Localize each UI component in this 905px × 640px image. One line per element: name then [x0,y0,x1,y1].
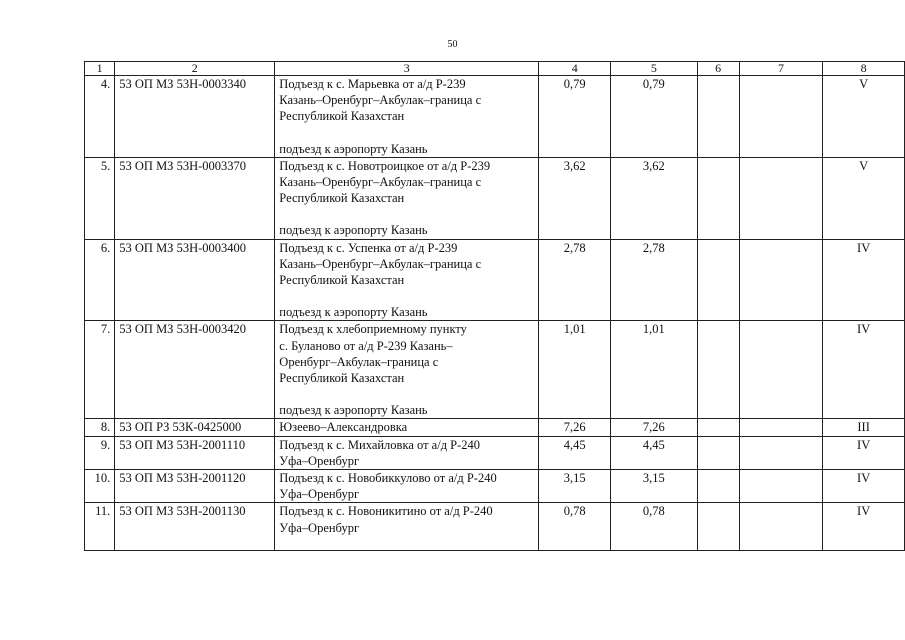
road-name-line: Республикой Казахстан [279,109,405,124]
road-name-cell [275,321,539,419]
column-6-cell [697,419,739,436]
header-col-5: 5 [611,62,697,76]
road-id-cell: 53 ОП РЗ 53К-0425000 [115,419,275,436]
road-name-line: Казань–Оренбург–Акбулак–граница с [279,93,482,108]
road-name-cell [275,157,539,239]
road-name-line: Казань–Оренбург–Акбулак–граница с [279,175,482,190]
header-col-6: 6 [697,62,739,76]
road-name-line: с. Буланово от а/д Р-239 Казань– [279,338,453,353]
column-7-cell [739,239,823,321]
road-name-line: Уфа–Оренбург [279,520,360,535]
row-number-cell: 6. [85,239,115,321]
row-number-cell: 7. [85,321,115,419]
header-col-4: 4 [539,62,611,76]
row-number-cell: 11. [85,503,115,551]
table-row [85,321,905,419]
length-cell: 4,45 [611,436,697,469]
header-col-1: 1 [85,62,115,76]
header-col-7: 7 [739,62,823,76]
road-id-cell: 53 ОП МЗ 53Н-0003340 [115,76,275,158]
table-body [85,76,905,551]
road-id-cell: 53 ОП МЗ 53Н-2001110 [115,436,275,469]
road-name-line: Подъезд к с. Марьевка от а/д Р-239 [279,77,466,91]
table-header [85,62,905,76]
road-name-line: Подъезд к с. Новотроицкое от а/д Р-239 [279,158,491,173]
road-name-line: Подъезд к с. Новоникитино от а/д Р-240 [279,504,493,519]
column-6-cell [697,76,739,158]
column-6-cell [697,503,739,551]
header-col-8: 8 [823,62,905,76]
column-6-cell [697,470,739,503]
roads-table [84,61,905,551]
road-note: подъезд к аэропорту Казань [279,223,428,238]
header-row [85,62,905,76]
road-name-line: Подъезд к хлебоприемному пункту [279,322,467,337]
road-name-line: Оренбург–Акбулак–граница с [279,354,439,369]
category-cell: III [823,419,905,436]
road-name-cell [275,419,539,436]
row-number-cell: 5. [85,157,115,239]
column-7-cell [739,470,823,503]
table-row [85,157,905,239]
column-6-cell [697,239,739,321]
road-name-cell [275,239,539,321]
column-7-cell [739,157,823,239]
category-cell: IV [823,321,905,419]
road-name-cell [275,503,539,551]
road-id-cell: 53 ОП МЗ 53Н-0003400 [115,239,275,321]
row-number-cell: 8. [85,419,115,436]
table-row [85,470,905,503]
length-total-cell: 0,79 [539,76,611,158]
column-7-cell [739,419,823,436]
table-row [85,503,905,551]
road-name-line: Юзеево–Александровка [279,420,408,435]
road-id-cell: 53 ОП МЗ 53Н-2001130 [115,503,275,551]
row-number-cell: 10. [85,470,115,503]
road-name-cell [275,470,539,503]
length-cell: 0,78 [611,503,697,551]
length-cell: 1,01 [611,321,697,419]
category-cell: V [823,76,905,158]
column-7-cell [739,321,823,419]
category-cell: IV [823,503,905,551]
table-row [85,436,905,469]
road-name-line: Подъезд к с. Успенка от а/д Р-239 [279,240,458,255]
category-cell: IV [823,239,905,321]
length-total-cell: 3,62 [539,157,611,239]
length-total-cell: 1,01 [539,321,611,419]
table-row [85,76,905,158]
length-total-cell: 7,26 [539,419,611,436]
length-cell: 0,79 [611,76,697,158]
road-note: подъезд к аэропорту Казань [279,141,428,156]
column-7-cell [739,503,823,551]
category-cell: IV [823,436,905,469]
road-name-line: Республикой Казахстан [279,273,405,288]
column-6-cell [697,157,739,239]
road-note: подъезд к аэропорту Казань [279,305,428,320]
column-7-cell [739,76,823,158]
road-name-line: Уфа–Оренбург [279,487,360,502]
length-total-cell: 4,45 [539,436,611,469]
table-row [85,239,905,321]
road-id-cell: 53 ОП МЗ 53Н-0003420 [115,321,275,419]
length-total-cell: 3,15 [539,470,611,503]
header-col-2: 2 [115,62,275,76]
column-6-cell [697,321,739,419]
length-cell: 3,15 [611,470,697,503]
row-number-cell: 9. [85,436,115,469]
road-name-line: Казань–Оренбург–Акбулак–граница с [279,256,482,271]
road-name-cell [275,436,539,469]
road-name-line: Республикой Казахстан [279,191,405,206]
road-name-line: Подъезд к с. Новобиккулово от а/д Р-240 [279,471,497,486]
length-cell: 3,62 [611,157,697,239]
road-name-line: Уфа–Оренбург [279,453,360,468]
road-id-cell: 53 ОП МЗ 53Н-2001120 [115,470,275,503]
column-7-cell [739,436,823,469]
road-name-cell [275,76,539,158]
table-row [85,419,905,436]
road-id-cell: 53 ОП МЗ 53Н-0003370 [115,157,275,239]
road-name-line: Подъезд к с. Михайловка от а/д Р-240 [279,437,481,452]
road-name-line: Республикой Казахстан [279,371,405,386]
length-cell: 7,26 [611,419,697,436]
row-number-cell: 4. [85,76,115,158]
length-cell: 2,78 [611,239,697,321]
header-col-3: 3 [275,62,539,76]
column-6-cell [697,436,739,469]
page-number: 50 [447,39,458,50]
length-total-cell: 2,78 [539,239,611,321]
category-cell: IV [823,470,905,503]
length-total-cell: 0,78 [539,503,611,551]
category-cell: V [823,157,905,239]
road-note: подъезд к аэропорту Казань [279,403,428,418]
